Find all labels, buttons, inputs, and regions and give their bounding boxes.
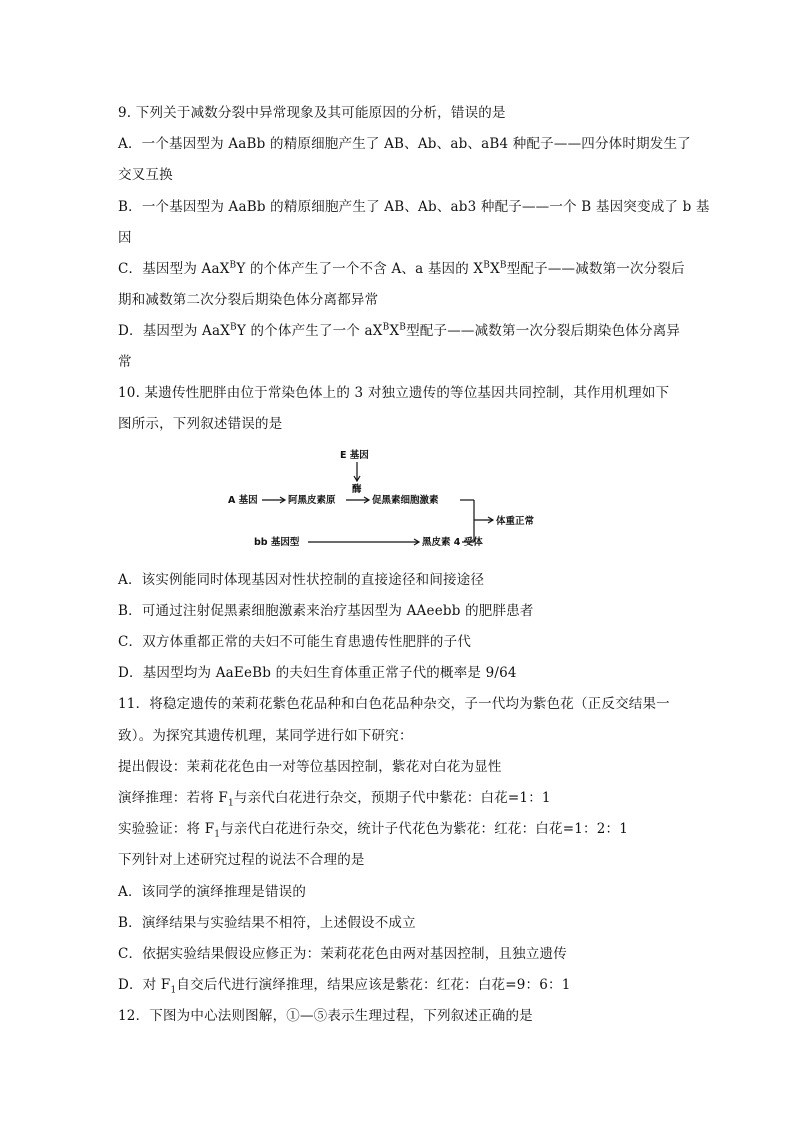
q10-option-a: A．该实例能同时体现基因对性状控制的直接途径和间接途径	[118, 572, 485, 588]
label-precursor: 阿黑皮素原	[288, 495, 336, 506]
q11-option-c: C．依据实验结果假设应修正为：茉莉花花色由两对基因控制，且独立遗传	[118, 946, 567, 962]
q11-option-b: B．演绎结果与实验结果不相符，上述假设不成立	[118, 915, 416, 931]
subscript: 1	[214, 829, 221, 840]
gene-mechanism-diagram	[226, 446, 556, 550]
q12-stem: 12．下图为中心法则图解，①—⑤表示生理过程，下列叙述正确的是	[118, 1008, 533, 1024]
q11-option-a: A．该同学的演绎推理是错误的	[118, 884, 307, 900]
q9-option-a-line2: 交叉互换	[118, 167, 173, 183]
label-hormone: 促黑素细胞激素	[372, 495, 439, 506]
text-segment: D．对 F	[118, 977, 171, 993]
text-segment: D．基因型为 AaX	[118, 323, 231, 339]
text-segment: X	[490, 261, 500, 277]
q9-stem: 9. 下列关于减数分裂中异常现象及其可能原因的分析，错误的是	[118, 105, 506, 121]
q10-stem-line2: 图所示，下列叙述错误的是	[118, 416, 283, 432]
q10-option-b: B．可通过注射促黑素细胞激素来治疗基因型为 AAeebb 的肥胖患者	[118, 603, 534, 619]
subscript: 1	[170, 985, 177, 996]
label-a-gene: A 基因	[228, 495, 258, 506]
q11-hypothesis: 提出假设：茉莉花花色由一对等位基因控制，紫花对白花为显性	[118, 759, 502, 775]
superscript: B	[399, 322, 407, 333]
q10-option-d: D．基因型均为 AaEeBb 的夫妇生育体重正常子代的概率是 9/64	[118, 665, 517, 681]
text-segment: 与亲代白花进行杂交，统计子代花色为紫花：红花：白花=1：2：1	[220, 821, 628, 837]
superscript: B	[229, 260, 237, 271]
q9-option-a-line1: A．一个基因型为 AaBb 的精原细胞产生了 AB、Ab、ab、aB4 种配子——四分体时期发生了	[118, 136, 691, 152]
q11-ask: 下列针对上述研究过程的说法不合理的是	[118, 852, 365, 868]
label-bb-genotype: bb 基因型	[254, 537, 300, 548]
q11-option-d	[118, 976, 571, 994]
label-enzyme: 酶	[352, 484, 362, 495]
q9-option-c-line1	[118, 260, 685, 278]
q11-stem-line1: 11．将稳定遗传的茉莉花紫色花品种和白色花品种杂交，子一代均为紫色花（正反交结果一	[118, 696, 670, 712]
label-normal-weight: 体重正常	[496, 516, 535, 527]
label-receptor: 黑皮素 4 受体	[422, 537, 483, 548]
q9-option-c-line2: 期和减数第二次分裂后期染色体分离都异常	[118, 292, 379, 308]
text-segment: 与亲代白花进行杂交，预期子代中紫花：白花=1：1	[233, 790, 551, 806]
superscript: B	[230, 322, 237, 333]
q9-option-d-line2: 常	[118, 354, 132, 370]
text-segment: C．基因型为 AaX	[118, 261, 230, 277]
label-e-gene: E 基因	[340, 450, 369, 461]
q10-option-c: C．双方体重都正常的夫妇不可能生育患遗传性肥胖的子代	[118, 634, 472, 650]
text-segment: X	[389, 323, 400, 339]
q11-stem-line2: 致）。为探究其遗传机理，某同学进行如下研究：	[118, 728, 413, 744]
superscript: B	[499, 260, 507, 271]
q9-option-b-line1: B．一个基因型为 AaBb 的精原细胞产生了 AB、Ab、ab3 种配子——一个 B 基因突变成了 b 基	[118, 199, 710, 215]
text-segment: 演绎推理：若将 F	[118, 790, 228, 806]
q10-stem-line1: 10. 某遗传性肥胖由位于常染色体上的 3 对独立遗传的等位基因共同控制，其作用机理如下	[118, 385, 670, 401]
q11-deduction	[118, 789, 551, 807]
text-segment: 型配子——减数第一次分裂后	[506, 261, 685, 277]
superscript: B	[382, 322, 390, 333]
text-segment: Y 的个体产生了一个 aX	[236, 323, 383, 339]
q11-experiment	[118, 820, 628, 838]
text-segment: 实验验证：将 F	[118, 821, 215, 837]
text-segment: 型配子——减数第一次分裂后期染色体分离异	[406, 323, 681, 339]
q9-option-d-line1	[118, 322, 680, 340]
superscript: B	[483, 260, 491, 271]
q9-option-b-line2: 因	[118, 230, 132, 246]
subscript: 1	[227, 798, 234, 809]
text-segment: Y 的个体产生了一个不含 A、a 基因的 X	[236, 261, 484, 277]
text-segment: 自交后代进行演绎推理，结果应该是紫花：红花：白花=9：6：1	[176, 977, 571, 993]
